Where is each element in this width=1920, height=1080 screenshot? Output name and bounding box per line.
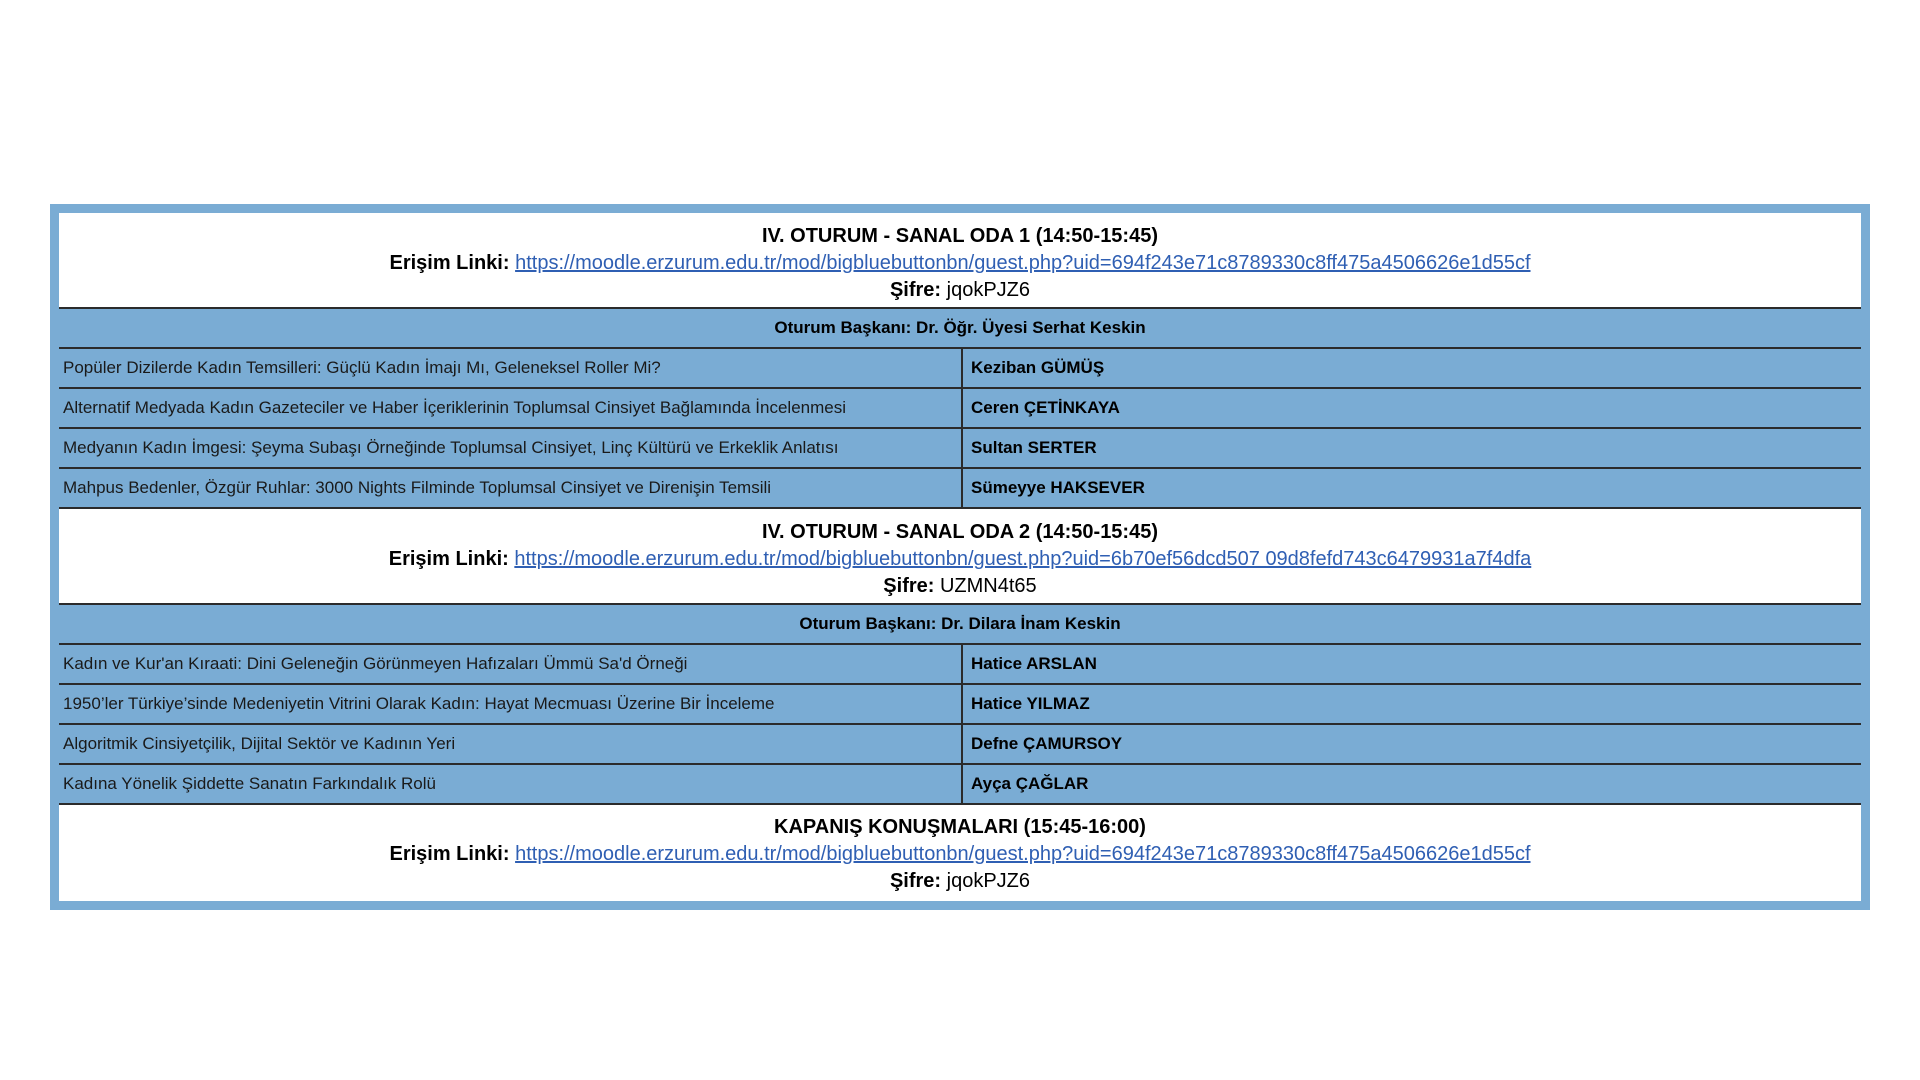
paper-title: Popüler Dizilerde Kadın Temsilleri: Güçlü Kadın İmajı Mı, Geleneksel Roller Mi?: [59, 349, 963, 387]
table-row: [59, 685, 1861, 725]
paper-author: Keziban GÜMÜŞ: [971, 358, 1105, 377]
paper-author: Ayça ÇAĞLAR: [971, 774, 1089, 793]
session-2-papers: [59, 645, 1861, 803]
table-row: [59, 765, 1861, 803]
closing-access-link[interactable]: https://moodle.erzurum.edu.tr/mod/bigbluebuttonbn/guest.php?uid=694f243e71c8789330c8ff475a4506626e1d55cf: [515, 843, 1531, 865]
paper-title: Mahpus Bedenler, Özgür Ruhlar: 3000 Nights Filminde Toplumsal Cinsiyet ve Direnişin Temsili: [59, 469, 963, 507]
closing-header: [59, 803, 1861, 901]
session-1-papers: [59, 349, 1861, 507]
table-row: [59, 349, 1861, 389]
table-row: [59, 429, 1861, 469]
session-1-access-link[interactable]: https://moodle.erzurum.edu.tr/mod/bigbluebuttonbn/guest.php?uid=694f243e71c8789330c8ff475a4506626e1d55cf: [515, 252, 1531, 274]
paper-author: Sultan SERTER: [971, 438, 1097, 457]
paper-title: Algoritmik Cinsiyetçilik, Dijital Sektör ve Kadının Yeri: [59, 725, 963, 763]
session-2-chair: Oturum Başkanı: Dr. Dilara İnam Keskin: [59, 605, 1861, 645]
session-1-title: IV. OTURUM - SANAL ODA 1 (14:50-15:45): [761, 225, 1158, 247]
closing-password: jqokPJZ6: [946, 870, 1031, 892]
paper-title: Kadın ve Kur'an Kıraati: Dini Geleneğin Görünmeyen Hafızaları Ümmü Sa'd Örneği: [59, 645, 963, 683]
paper-title: 1950’ler Türkiye’sinde Medeniyetin Vitrini Olarak Kadın: Hayat Mecmuası Üzerine Bir İnceleme: [59, 685, 963, 723]
table-row: [59, 389, 1861, 429]
paper-author: Defne ÇAMURSOY: [971, 734, 1123, 753]
session-1-password: jqokPJZ6: [946, 279, 1031, 301]
closing-password-label: Şifre:: [889, 870, 942, 892]
session-1-link-line: [59, 250, 1861, 277]
paper-author: Sümeyye HAKSEVER: [971, 478, 1145, 497]
closing-link-line: [59, 841, 1861, 868]
schedule-table: [50, 204, 1870, 910]
session-2-link-line: [59, 546, 1861, 573]
session-1-link-label: Erişim Linki:: [389, 252, 510, 274]
session-2-access-link[interactable]: https://moodle.erzurum.edu.tr/mod/bigbluebuttonbn/guest.php?uid=6b70ef56dcd507 09d8fefd743c6479931a7f4dfa: [514, 548, 1532, 570]
session-1-chair: Oturum Başkanı: Dr. Öğr. Üyesi Serhat Keskin: [59, 309, 1861, 349]
session-2-password-label: Şifre:: [883, 575, 935, 597]
table-row: [59, 469, 1861, 507]
session-1-header: [59, 213, 1861, 309]
paper-author: Hatice YILMAZ: [971, 694, 1090, 713]
session-2-password-line: [59, 573, 1861, 600]
table-row: [59, 725, 1861, 765]
session-1-password-line: [59, 277, 1861, 304]
session-2-header: [59, 507, 1861, 605]
closing-title: KAPANIŞ KONUŞMALARI (15:45-16:00): [774, 816, 1146, 838]
session-2-title: IV. OTURUM - SANAL ODA 2 (14:50-15:45): [761, 521, 1158, 543]
paper-author: Ceren ÇETİNKAYA: [971, 398, 1120, 417]
closing-link-label: Erişim Linki:: [389, 843, 510, 865]
paper-title: Alternatif Medyada Kadın Gazeteciler ve Haber İçeriklerinin Toplumsal Cinsiyet Bağlamında İncelenmesi: [59, 389, 963, 427]
session-1-password-label: Şifre:: [889, 279, 942, 301]
paper-title: Medyanın Kadın İmgesi: Şeyma Subaşı Örneğinde Toplumsal Cinsiyet, Linç Kültürü ve Erkeklik Anlatısı: [59, 429, 963, 467]
session-2-link-label: Erişim Linki:: [388, 548, 509, 570]
closing-password-line: [59, 868, 1861, 895]
paper-author: Hatice ARSLAN: [971, 654, 1097, 673]
session-2-password: UZMN4t65: [939, 575, 1037, 597]
table-row: [59, 645, 1861, 685]
paper-title: Kadına Yönelik Şiddette Sanatın Farkındalık Rolü: [59, 765, 963, 803]
